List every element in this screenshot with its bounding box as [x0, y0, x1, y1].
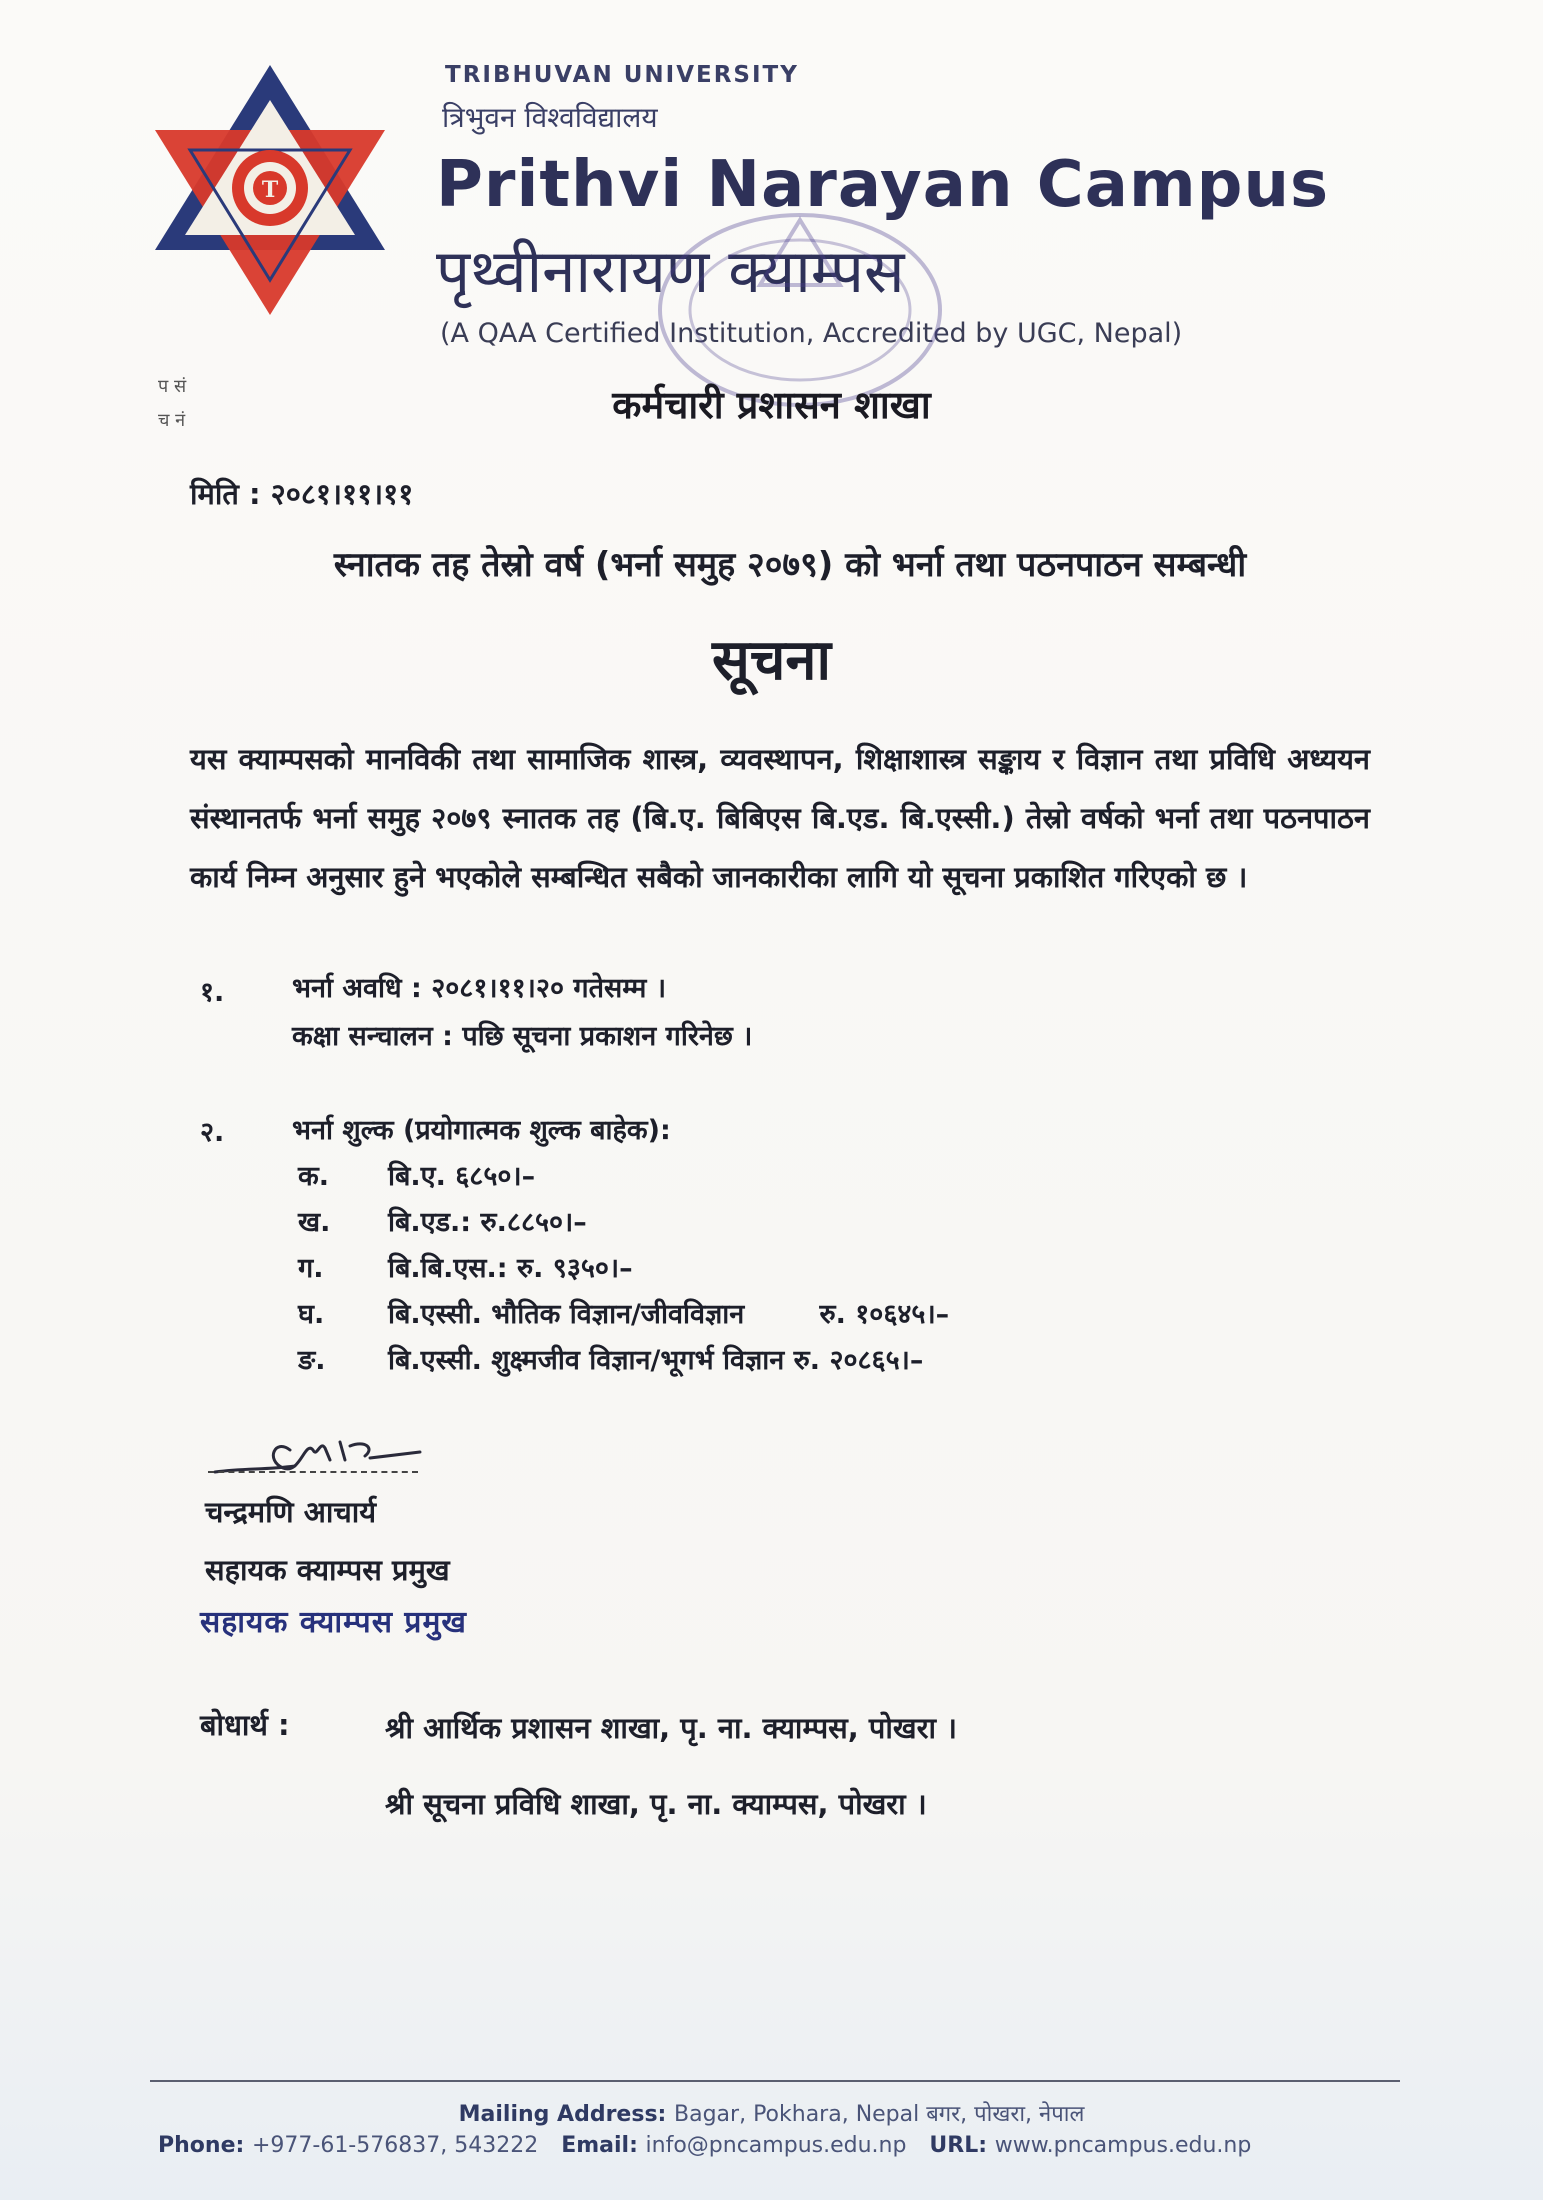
fee-label: ख. — [298, 1207, 331, 1238]
fee-label: घ. — [298, 1299, 325, 1330]
fee-title: भर्ना शुल्क (प्रयोगात्मक शुल्क बाहेक): — [292, 1115, 671, 1146]
phone-label: Phone: — [158, 2133, 245, 2158]
signatory-name: चन्द्रमणि आचार्य — [205, 1495, 377, 1529]
mailing-address — [0, 2098, 1543, 2128]
signature-line — [208, 1471, 418, 1473]
notice-heading: सूचना — [712, 628, 831, 693]
campus-name-en: Prithvi Narayan Campus — [436, 148, 1330, 222]
email-link[interactable]: info@pncampus.edu.np — [645, 2133, 907, 2158]
website-link[interactable]: www.pncampus.edu.np — [994, 2133, 1252, 2158]
university-name-np: त्रिभुवन विश्वविद्यालय — [442, 101, 658, 134]
cc-recipient: श्री सूचना प्रविधि शाखा, पृ. ना. क्याम्पस, पोखरा । — [385, 1787, 927, 1821]
department-name: कर्मचारी प्रशासन शाखा — [612, 383, 931, 427]
accreditation-note: (A QAA Certified Institution, Accredited by UGC, Nepal) — [440, 318, 1183, 349]
designation-stamp: सहायक क्याम्पस प्रमुख — [200, 1605, 467, 1640]
contact-line — [158, 2133, 1251, 2158]
item-number: २. — [200, 1117, 225, 1148]
item-number: १. — [200, 977, 225, 1008]
cc-recipient: श्री आर्थिक प्रशासन शाखा, पृ. ना. क्याम्पस, पोखरा । — [385, 1711, 958, 1745]
mailing-label: Mailing Address: — [458, 2102, 667, 2127]
university-logo — [150, 60, 390, 320]
fee-line: बि.एड.: रु.८८५०।– — [388, 1207, 587, 1238]
cc-label: बोधार्थ : — [200, 1708, 290, 1742]
fee-label: ग. — [298, 1253, 324, 1284]
fee-label: क. — [298, 1161, 329, 1192]
url-label: URL: — [929, 2133, 988, 2158]
admission-period: भर्ना अवधि : २०८१।११।२० गतेसम्म । — [292, 973, 667, 1004]
class-operation: कक्षा सन्चालन : पछि सूचना प्रकाशन गरिनेछ । — [292, 1021, 753, 1052]
fee-line: बि.एस्सी. शुक्ष्मजीव विज्ञान/भूगर्भ विज्ञान रु. २०८६५।– — [388, 1345, 924, 1376]
fee-label: ङ. — [298, 1345, 326, 1376]
footer-divider — [150, 2080, 1400, 2082]
signature — [205, 1420, 425, 1490]
notice-paragraph: यस क्याम्पसको मानविकी तथा सामाजिक शास्त्र, व्यवस्थापन, शिक्षाशास्त्र सङ्काय र विज्ञान तथा प्रविधि अध्ययन संस्थानतर्फ भर्ना समुह २०७९ स्नातक तह (बि.ए. बिबिएस बि.एड. बि.एस्सी.) तेस्रो वर्षको भर्ना तथा पठनपाठन कार्य निम्न अनुसार हुने भएकोले सम्बन्धित सबैको जानकारीका लागि यो सूचना प्रकाशित गरिएको छ । — [190, 742, 1370, 894]
fee-line: बि.ए. ६८५०।– — [388, 1161, 536, 1192]
signatory-title: सहायक क्याम्पस प्रमुख — [205, 1553, 450, 1587]
fee-line: बि.एस्सी. भौतिक विज्ञान/जीवविज्ञान रु. १०६४५।– — [388, 1299, 950, 1330]
mailing-value: Bagar, Pokhara, Nepal बगर, पोखरा, नेपाल — [674, 2102, 1085, 2127]
fee-line: बि.बि.एस.: रु. ९३५०।– — [388, 1253, 633, 1284]
campus-name-np: पृथ्वीनारायण क्याम्पस — [436, 237, 905, 307]
notice-subject: स्नातक तह तेस्रो वर्ष (भर्ना समुह २०७९) को भर्ना तथा पठनपाठन सम्बन्धी — [333, 545, 1247, 585]
notice-date: मिति : २०८१।११।११ — [190, 477, 414, 511]
ref-line-1: प सं — [158, 376, 187, 397]
svg-text:T: T — [261, 177, 279, 203]
email-label: Email: — [561, 2133, 638, 2158]
phone-value: +977-61-576837, 543222 — [251, 2133, 539, 2158]
university-name-en: TRIBHUVAN UNIVERSITY — [445, 62, 799, 88]
ref-line-2: च नं — [158, 410, 186, 431]
